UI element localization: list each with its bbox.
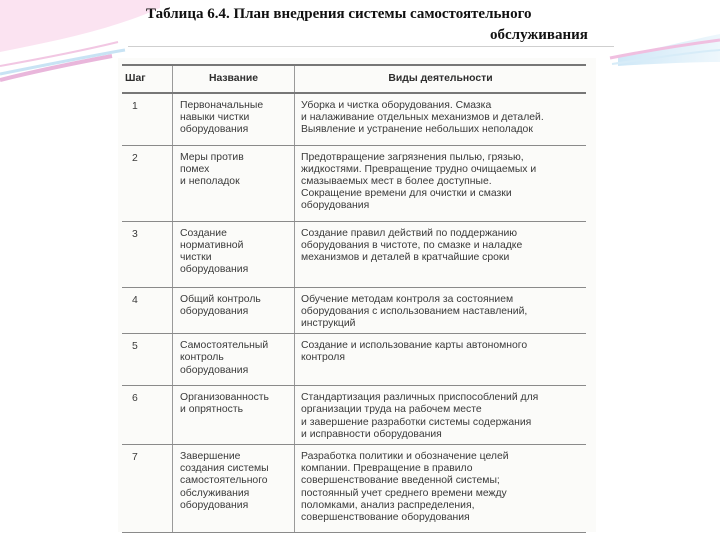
row-name: Первоначальные навыки чистки оборудования [173,93,295,145]
table-header-row [122,65,586,93]
row-activities: Разработка политики и обозначение целей компании. Превращение в правило совершенствование введенной системы; постоянный учет среднего времени между поломками, анализ распределения, совершенствование оборудования [295,444,587,532]
title-line-2: обслуживания [490,27,588,43]
row-step: 2 [122,145,173,221]
row-activities: Обучение методам контроля за состоянием оборудования с использованием наставлений, инструкций [295,287,587,334]
row-step: 3 [122,221,173,287]
table-row [122,386,586,445]
row-activities: Предотвращение загрязнения пылью, грязью, жидкостями. Превращение трудно очищаемых и смазываемых мест в более доступные. Сокращение времени для очистки и смазки оборудования [295,145,587,221]
row-activities: Уборка и чистка оборудования. Смазка и налаживание отдельных механизмов и деталей. Выявление и устранение небольших неполадок [295,93,587,145]
header-name: Название [173,65,295,93]
row-step: 5 [122,334,173,386]
header-step: Шаг [122,65,173,93]
row-activities: Стандартизация различных приспособлений для организации труда на рабочем месте и завершение разработки системы содержания и исправности оборудования [295,386,587,445]
row-step: 6 [122,386,173,445]
title-line-1: Таблица 6.4. План внедрения системы самостоятельного [146,6,532,22]
title-underline [128,46,614,47]
row-step: 4 [122,287,173,334]
plan-table [122,64,586,533]
table-row [122,221,586,287]
row-name: Организованность и опрятность [173,386,295,445]
row-name: Меры против помех и неполадок [173,145,295,221]
row-step: 1 [122,93,173,145]
table-row [122,444,586,532]
row-name: Самостоятельный контроль оборудования [173,334,295,386]
table-row [122,334,586,386]
row-step: 7 [122,444,173,532]
row-name: Завершение создания системы самостоятельного обслуживания оборудования [173,444,295,532]
header-activities: Виды деятельности [295,65,587,93]
table-row [122,287,586,334]
table-row [122,93,586,145]
row-name: Создание нормативной чистки оборудования [173,221,295,287]
row-activities: Создание правил действий по поддержанию оборудования в чистоте, по смазке и наладке механизмов и деталей в кратчайшие сроки [295,221,587,287]
row-name: Общий контроль оборудования [173,287,295,334]
table-row [122,145,586,221]
row-activities: Создание и использование карты автономного контроля [295,334,587,386]
